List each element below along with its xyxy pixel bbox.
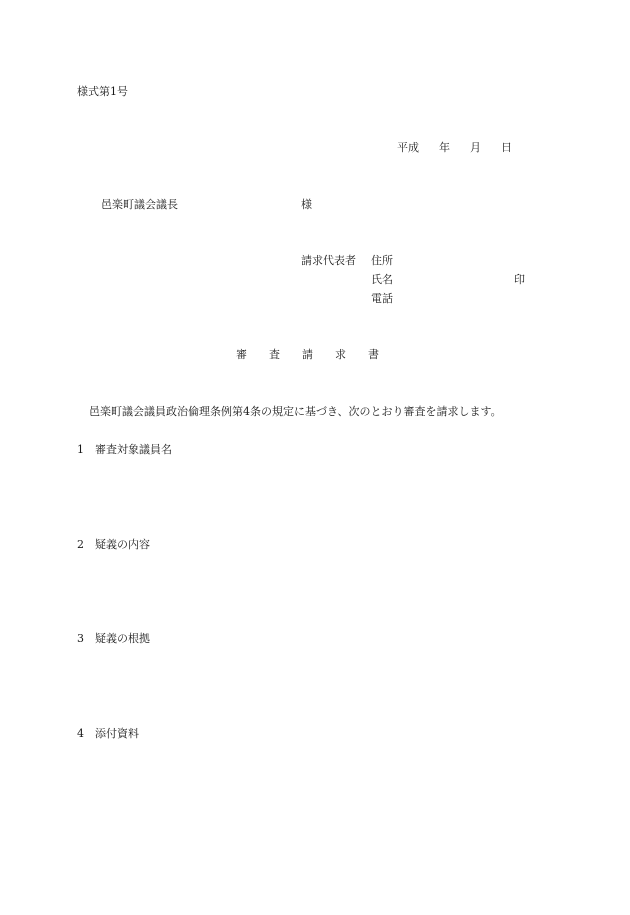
section-1-number: 1 bbox=[77, 443, 84, 456]
title-char: 査 bbox=[269, 348, 280, 361]
date-day: 日 bbox=[501, 141, 512, 154]
body-text: 邑楽町議会議員政治倫理条例第4条の規定に基づき、次のとおり審査を請求します。 bbox=[89, 405, 502, 418]
date-month: 月 bbox=[470, 141, 481, 154]
form-number: 様式第1号 bbox=[77, 85, 128, 98]
section-1-label: 審査対象議員名 bbox=[95, 443, 172, 456]
section-3-label: 疑義の根拠 bbox=[95, 632, 150, 645]
name-label: 氏名 bbox=[371, 273, 393, 286]
addressee-honorific: 様 bbox=[301, 198, 312, 211]
date-era: 平成 bbox=[397, 141, 419, 154]
document-title bbox=[236, 348, 379, 362]
address-label: 住所 bbox=[371, 254, 393, 267]
section-4-number: 4 bbox=[77, 727, 84, 740]
title-char: 請 bbox=[302, 348, 313, 361]
phone-label: 電話 bbox=[371, 292, 393, 305]
addressee-name: 邑楽町議会議長 bbox=[101, 198, 178, 211]
title-char: 求 bbox=[335, 348, 346, 361]
section-3-number: 3 bbox=[77, 632, 84, 645]
title-char: 審 bbox=[236, 348, 247, 361]
date-year: 年 bbox=[439, 141, 450, 154]
title-char: 書 bbox=[368, 348, 379, 361]
section-4-label: 添付資料 bbox=[95, 727, 139, 740]
section-2-label: 疑義の内容 bbox=[95, 538, 150, 551]
seal-mark: 印 bbox=[514, 273, 525, 286]
section-2-number: 2 bbox=[77, 538, 84, 551]
requester-label: 請求代表者 bbox=[301, 254, 356, 267]
date-line bbox=[397, 141, 512, 155]
